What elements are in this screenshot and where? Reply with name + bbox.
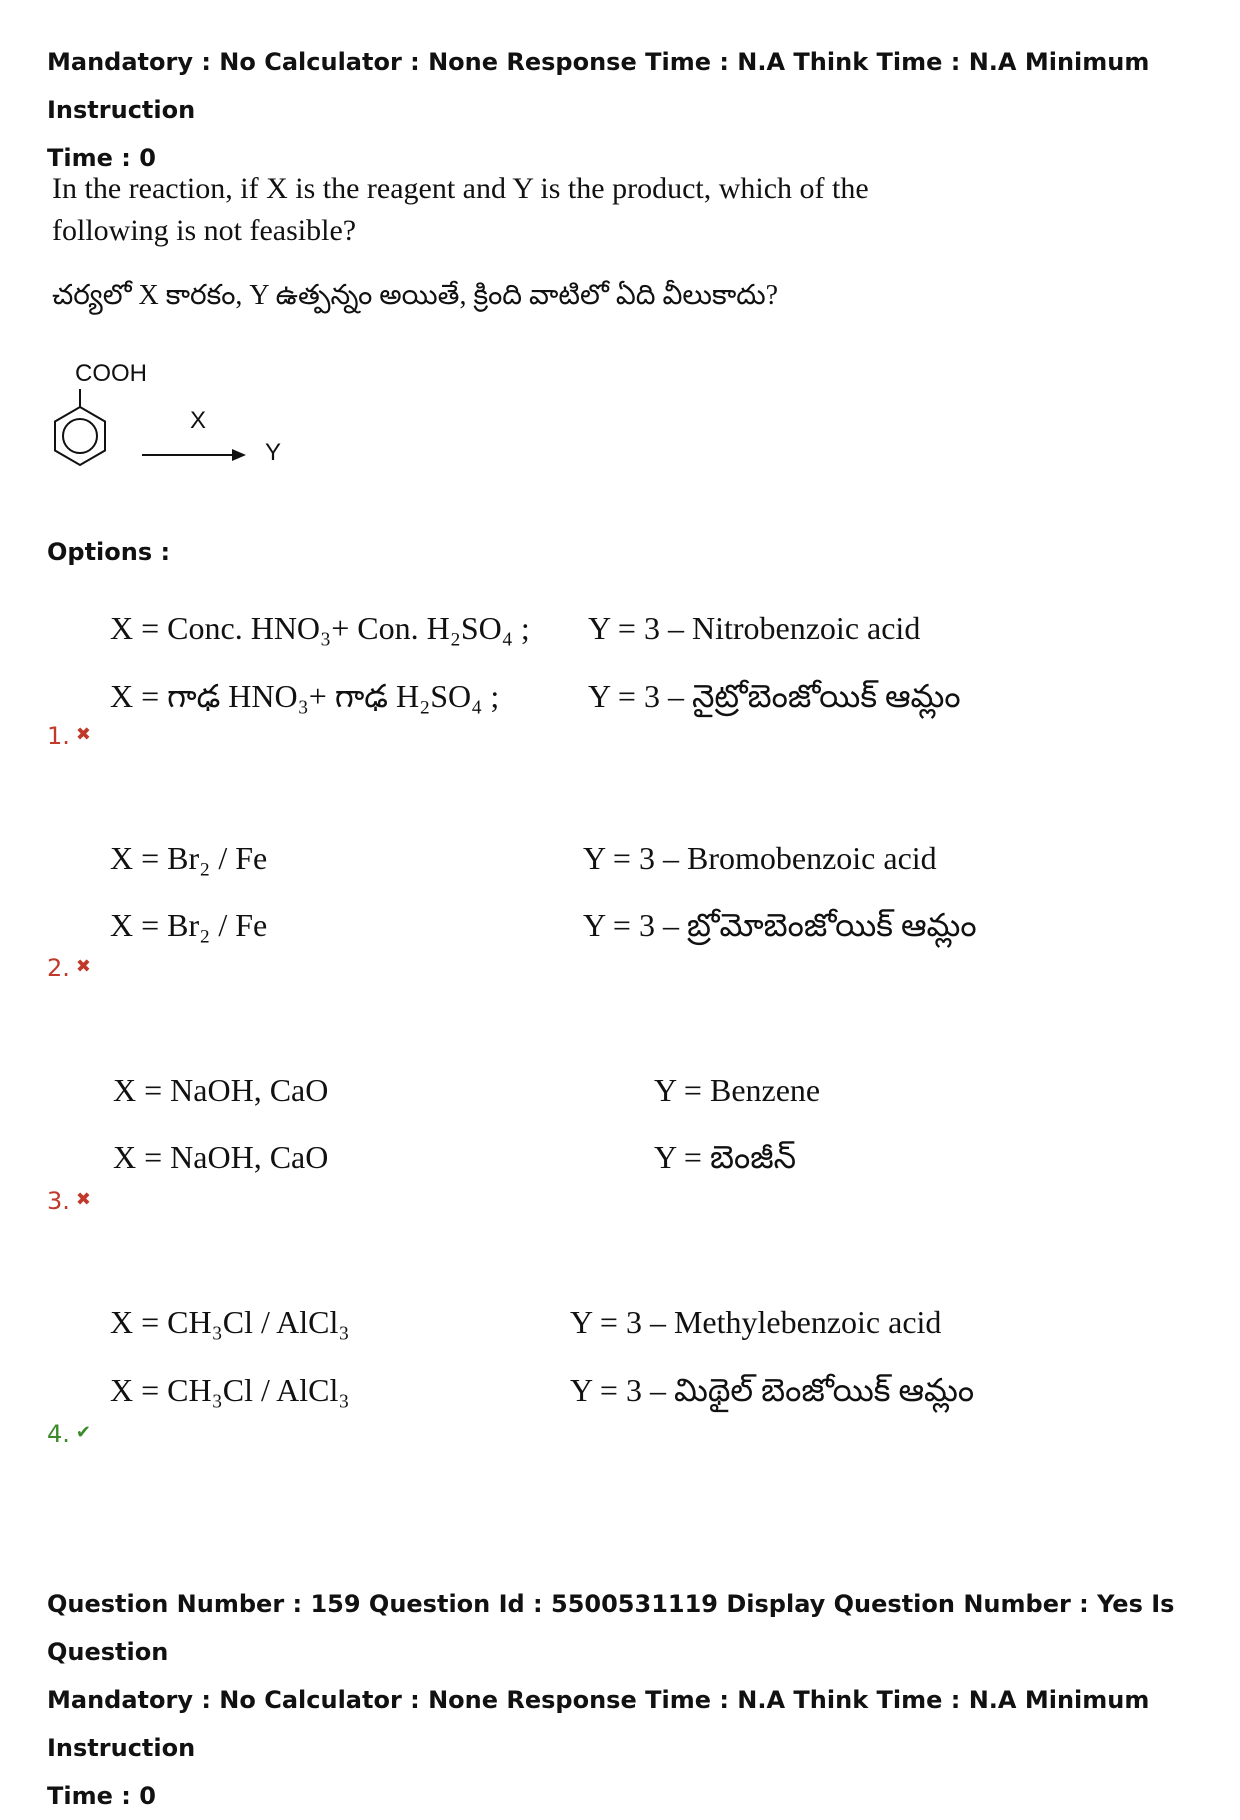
option-1-x-te: X = గాఢ HNO₃+ గాఢ H₂SO₄ ; bbox=[110, 678, 500, 714]
benzene-ring-inner bbox=[63, 419, 97, 453]
option-3-y-en: Y = Benzene bbox=[654, 1072, 821, 1108]
options-title: Options : bbox=[47, 538, 171, 566]
wrong-mark-icon: ✖ bbox=[75, 1189, 91, 1210]
option-3-x-en: X = NaOH, CaO bbox=[113, 1072, 329, 1108]
option-4-number[interactable] bbox=[47, 1418, 91, 1449]
footer-line-2: Mandatory : No Calculator : None Response Time : N.A Think Time : N.A Minimum Instruction bbox=[47, 1686, 1150, 1762]
option-4-y-te: Y = 3 – మిథైల్ బెంజోయిక్ ఆమ్లం bbox=[570, 1372, 975, 1408]
option-1-number-label: 1. bbox=[47, 722, 70, 750]
option-4-y-en: Y = 3 – Methylebenzoic acid bbox=[570, 1304, 942, 1340]
footer-line-1: Question Number : 159 Question Id : 5500531119 Display Question Number : Yes Is Question bbox=[47, 1590, 1175, 1666]
option-2-x-en: X = Br₂ / Fe bbox=[110, 840, 268, 876]
question-meta-bottom bbox=[47, 1580, 1207, 1820]
option-1-x-en: X = Conc. HNO₃+ Con. H₂SO₄ ; bbox=[110, 610, 530, 646]
footer-line-3: Time : 0 bbox=[47, 1782, 156, 1810]
question-text-telugu: చర్యలో X కారకం, Y ఉత్పన్నం అయితే, క్రింది వాటిలో ఏది వీలుకాదు? bbox=[52, 280, 779, 311]
option-2-y-te: Y = 3 – బ్రోమోబెంజోయిక్ ఆమ్లం bbox=[583, 907, 977, 943]
question-text-english: In the reaction, if X is the reagent and Y is the product, which of the following is not feasible? bbox=[52, 172, 869, 247]
option-3-y-te: Y = బెంజీన్ bbox=[654, 1139, 797, 1175]
meta-line: Mandatory : No Calculator : None Response Time : N.A Think Time : N.A Minimum Instruction bbox=[47, 48, 1150, 124]
option-3-number-label: 3. bbox=[47, 1187, 70, 1215]
reagent-x-label: X bbox=[190, 407, 207, 434]
option-4-x-en: X = CH₃Cl / AlCl₃ bbox=[110, 1304, 350, 1340]
check-mark-icon: ✔ bbox=[75, 1422, 91, 1443]
wrong-mark-icon: ✖ bbox=[75, 724, 91, 745]
reaction-diagram bbox=[45, 355, 345, 520]
option-1-y-en: Y = 3 – Nitrobenzoic acid bbox=[588, 610, 921, 646]
option-1-number[interactable] bbox=[47, 720, 91, 751]
option-2-number[interactable] bbox=[47, 952, 91, 983]
option-4-x-te: X = CH₃Cl / AlCl₃ bbox=[110, 1372, 350, 1408]
question-meta-top bbox=[47, 38, 1207, 182]
wrong-mark-icon: ✖ bbox=[75, 956, 91, 977]
option-2-number-label: 2. bbox=[47, 954, 70, 982]
option-2-x-te: X = Br₂ / Fe bbox=[110, 907, 268, 943]
option-3-x-te: X = NaOH, CaO bbox=[113, 1139, 329, 1175]
product-y-label: Y bbox=[265, 439, 282, 466]
option-3-number[interactable] bbox=[47, 1185, 91, 1216]
meta-time: Time : 0 bbox=[47, 144, 156, 172]
option-4-number-label: 4. bbox=[47, 1420, 70, 1448]
cooh-label: COOH bbox=[75, 360, 147, 387]
option-1-y-te: Y = 3 – నైట్రోబెంజోయిక్ ఆమ్లం bbox=[588, 678, 961, 714]
reaction-arrow-head bbox=[232, 449, 246, 461]
option-2-y-en: Y = 3 – Bromobenzoic acid bbox=[583, 840, 937, 876]
